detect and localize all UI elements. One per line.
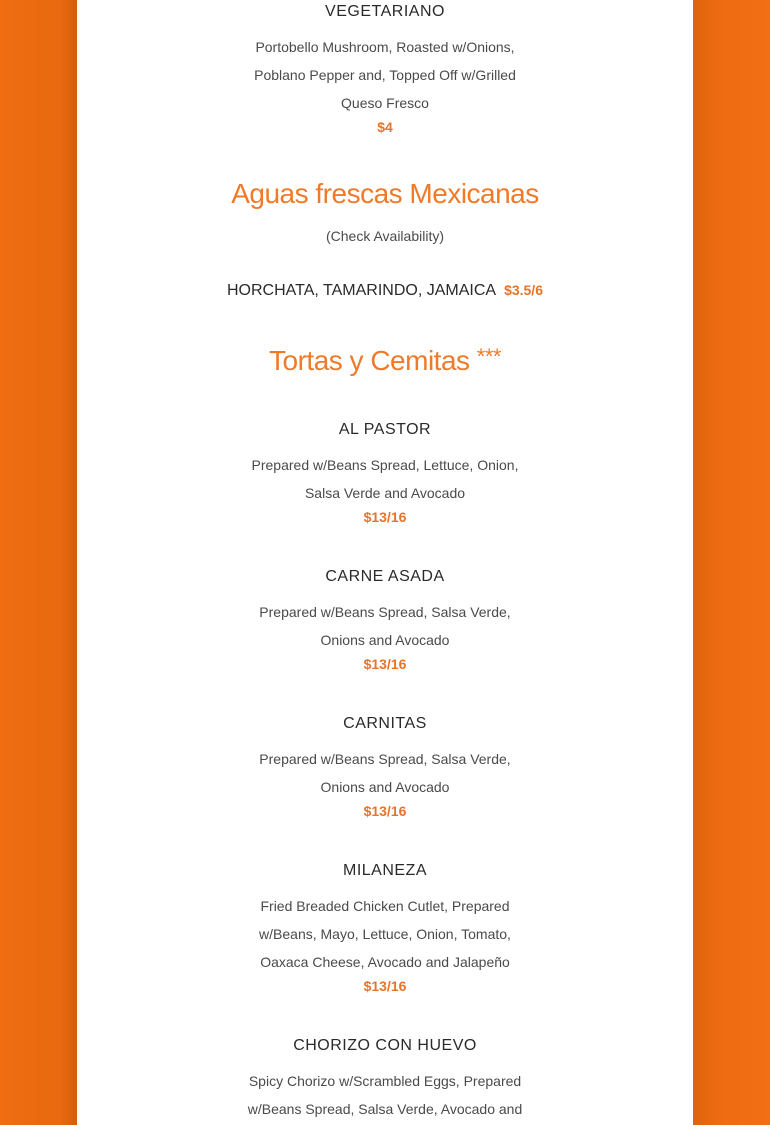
desc-line: Prepared w/Beans Spread, Lettuce, Onion, — [251, 457, 519, 473]
item-name-al-pastor: AL PASTOR — [338, 421, 432, 438]
desc-line: Onions and Avocado — [320, 632, 450, 648]
item-desc-carne-asada — [77, 598, 693, 654]
tortas-title-text: Tortas y Cemitas — [269, 345, 470, 376]
item-desc-carnitas — [77, 745, 693, 801]
aguas-price: $3.5/6 — [504, 282, 543, 298]
aguas-row — [77, 282, 693, 300]
item-name-carne-asada: CARNE ASADA — [325, 568, 445, 585]
item-desc-chorizo-con-huevo — [77, 1067, 693, 1123]
desc-line: Oaxaca Cheese, Avocado and Jalapeño — [260, 954, 510, 970]
item-desc-milaneza — [77, 892, 693, 976]
item-desc-al-pastor — [77, 451, 693, 507]
item-price-vegetariano: $4 — [377, 119, 393, 135]
item-name-carnitas: CARNITAS — [343, 715, 427, 732]
desc-line: Spicy Chorizo w/Scrambled Eggs, Prepared — [248, 1073, 522, 1089]
section-title-tortas — [77, 344, 693, 377]
desc-line: Salsa Verde and Avocado — [304, 485, 466, 501]
item-price-milaneza: $13/16 — [363, 978, 407, 994]
availability-note: (Check Availability) — [325, 228, 444, 244]
item-price-carnitas: $13/16 — [363, 803, 407, 819]
item-name-vegetariano: VEGETARIANO — [325, 3, 445, 20]
item-price-al-pastor: $13/16 — [363, 509, 407, 525]
item-desc-vegetariano — [77, 33, 693, 117]
item-price-carne-asada: $13/16 — [363, 656, 407, 672]
aguas-flavors: HORCHATA, TAMARINDO, JAMAICA — [227, 282, 497, 299]
desc-line: Portobello Mushroom, Roasted w/Onions, — [255, 39, 515, 55]
desc-line: Poblano Pepper and, Topped Off w/Grilled — [254, 67, 516, 83]
tortas-stars: *** — [476, 344, 501, 369]
desc-line: Prepared w/Beans Spread, Salsa Verde, — [259, 604, 511, 620]
desc-line: w/Beans Spread, Salsa Verde, Avocado and — [247, 1101, 523, 1117]
desc-line: Onions and Avocado — [320, 779, 450, 795]
desc-line: Queso Fresco — [341, 95, 429, 111]
desc-line: w/Beans, Mayo, Lettuce, Onion, Tomato, — [259, 926, 511, 942]
item-name-milaneza: MILANEZA — [342, 862, 427, 879]
menu-page — [77, 0, 693, 1125]
section-title-aguas: Aguas frescas Mexicanas — [231, 178, 539, 209]
desc-line: Prepared w/Beans Spread, Salsa Verde, — [259, 751, 511, 767]
item-name-chorizo-con-huevo: CHORIZO CON HUEVO — [293, 1037, 477, 1054]
desc-line: Fried Breaded Chicken Cutlet, Prepared — [260, 898, 510, 914]
